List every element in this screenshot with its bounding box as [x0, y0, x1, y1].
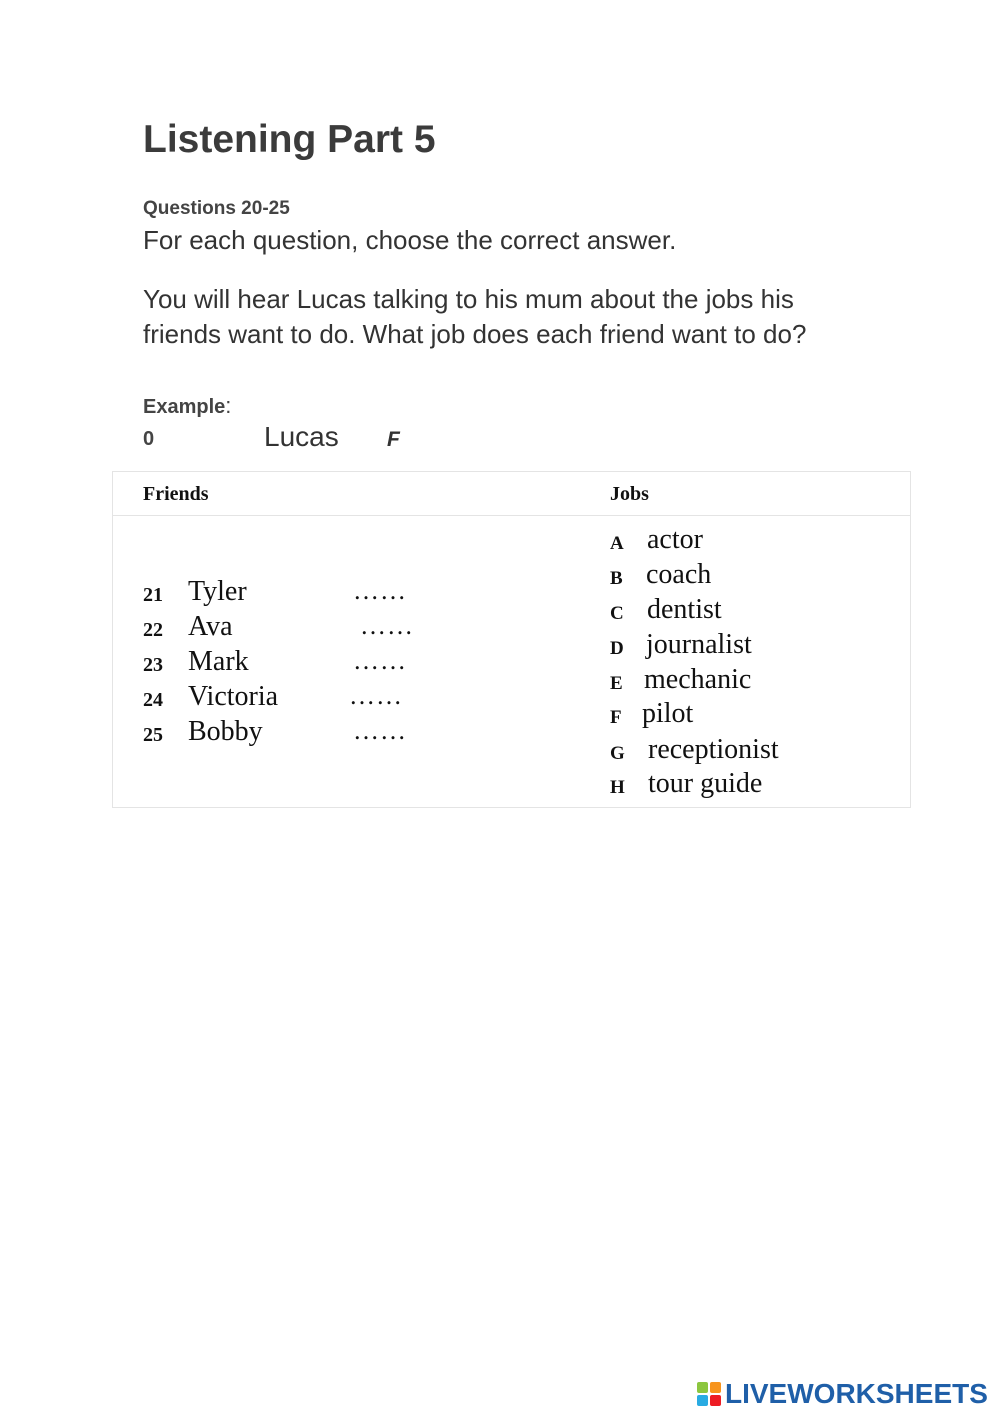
answer-blank[interactable]: ……: [353, 646, 407, 675]
job-letter: D: [610, 638, 624, 659]
logo-square: [697, 1382, 708, 1393]
friend-number: 22: [143, 619, 163, 641]
instruction-text: For each question, choose the correct answer.: [143, 225, 677, 255]
logo-square: [710, 1382, 721, 1393]
friend-name: Bobby: [188, 716, 263, 747]
matching-table: [112, 471, 911, 808]
friends-column-header: Friends: [143, 483, 209, 505]
job-letter: H: [610, 777, 625, 798]
friend-row-23: [143, 646, 473, 681]
job-option-b: [610, 559, 890, 594]
job-letter: E: [610, 673, 623, 694]
answer-blank[interactable]: ……: [353, 576, 407, 605]
friend-name: Mark: [188, 646, 249, 677]
job-name: journalist: [646, 629, 752, 660]
job-name: receptionist: [648, 734, 779, 765]
example-colon: :: [225, 393, 232, 418]
answer-blank[interactable]: ……: [353, 716, 407, 745]
friend-number: 25: [143, 724, 163, 746]
answer-blank[interactable]: ……: [360, 611, 414, 640]
job-letter: C: [610, 603, 624, 624]
example-label: [143, 393, 231, 419]
job-name: coach: [646, 559, 712, 590]
friend-row-25: [143, 716, 473, 751]
intro-text: You will hear Lucas talking to his mum about the jobs his friends want to do. What job does each friend want to do?: [143, 284, 807, 349]
friend-number: 24: [143, 689, 163, 711]
friend-number: 21: [143, 584, 163, 606]
job-option-e: [610, 664, 890, 699]
questions-range: Questions 20-25: [143, 198, 290, 219]
answer-blank[interactable]: ……: [349, 681, 403, 710]
table-header-row: [113, 472, 910, 516]
job-option-g: [610, 734, 890, 769]
liveworksheets-logo[interactable]: [697, 1379, 988, 1409]
friend-name: Tyler: [188, 576, 247, 607]
example-number: 0: [143, 428, 155, 450]
job-name: dentist: [647, 594, 722, 625]
friend-name: Ava: [188, 611, 233, 642]
job-option-a: [610, 524, 890, 559]
example-name: Lucas: [264, 421, 339, 452]
friend-row-24: [143, 681, 473, 716]
job-name: tour guide: [648, 768, 763, 799]
job-letter: F: [610, 707, 622, 728]
example-answer: F: [387, 428, 400, 451]
job-option-c: [610, 594, 890, 629]
job-letter: B: [610, 568, 623, 589]
logo-square: [697, 1395, 708, 1406]
liveworksheets-logo-icon: [697, 1382, 721, 1406]
job-option-d: [610, 629, 890, 664]
example-label-text: Example: [143, 396, 226, 418]
logo-square: [710, 1395, 721, 1406]
job-option-h: [610, 768, 890, 803]
job-letter: G: [610, 743, 625, 764]
friend-number: 23: [143, 654, 163, 676]
jobs-column-header: Jobs: [610, 483, 649, 505]
job-option-f: [610, 698, 890, 733]
friend-name: Victoria: [188, 681, 279, 712]
page-title: Listening Part 5: [143, 118, 436, 161]
job-name: mechanic: [644, 664, 752, 695]
job-name: actor: [647, 524, 703, 555]
job-name: pilot: [642, 698, 694, 729]
job-letter: A: [610, 533, 624, 554]
logo-text: LIVEWORKSHEETS: [725, 1378, 988, 1409]
friend-row-22: [143, 611, 473, 646]
friend-row-21: [143, 576, 473, 611]
